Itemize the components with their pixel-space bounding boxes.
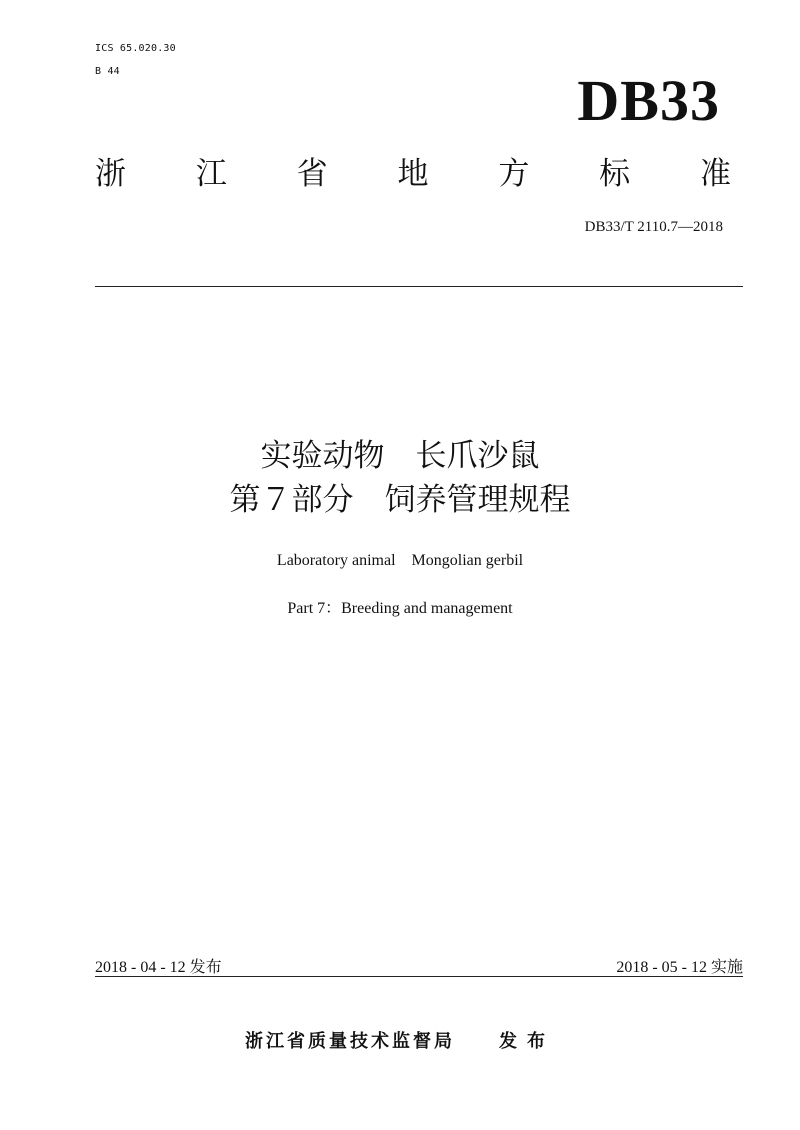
footer-divider	[95, 976, 743, 977]
standard-type-char: 浙	[95, 156, 126, 192]
standard-type-char: 江	[195, 156, 227, 192]
implementation-date: 2018 - 05 - 12 实施	[616, 959, 743, 976]
issue-label: 发布	[499, 1031, 555, 1052]
title-en-line2: Part 7：Breeding and management	[287, 600, 513, 617]
title-zh-line2: 第７部分 饲养管理规程	[229, 482, 571, 518]
issuer-row	[0, 1030, 800, 1054]
standard-number: DB33/T 2110.7—2018	[584, 219, 723, 235]
title-en-line1: Laboratory animal Mongolian gerbil	[276, 552, 524, 569]
header-divider	[95, 286, 743, 287]
standard-type-char: 准	[699, 156, 731, 192]
ics-code: ICS 65.020.30	[95, 43, 176, 54]
standard-type-char: 标	[599, 156, 631, 192]
standard-type-char: 方	[498, 156, 530, 192]
standard-code-mark: DB33	[577, 68, 720, 133]
issuing-authority: 浙江省质量技术监督局	[245, 1031, 455, 1052]
standard-type-char: 省	[296, 156, 328, 192]
title-zh-line1: 实验动物 长爪沙鼠	[260, 438, 540, 474]
ccs-code: B 44	[95, 66, 120, 77]
issue-date: 2018 - 04 - 12 发布	[95, 959, 222, 976]
standard-type-char: 地	[397, 156, 429, 192]
standard-type-heading	[95, 152, 731, 196]
